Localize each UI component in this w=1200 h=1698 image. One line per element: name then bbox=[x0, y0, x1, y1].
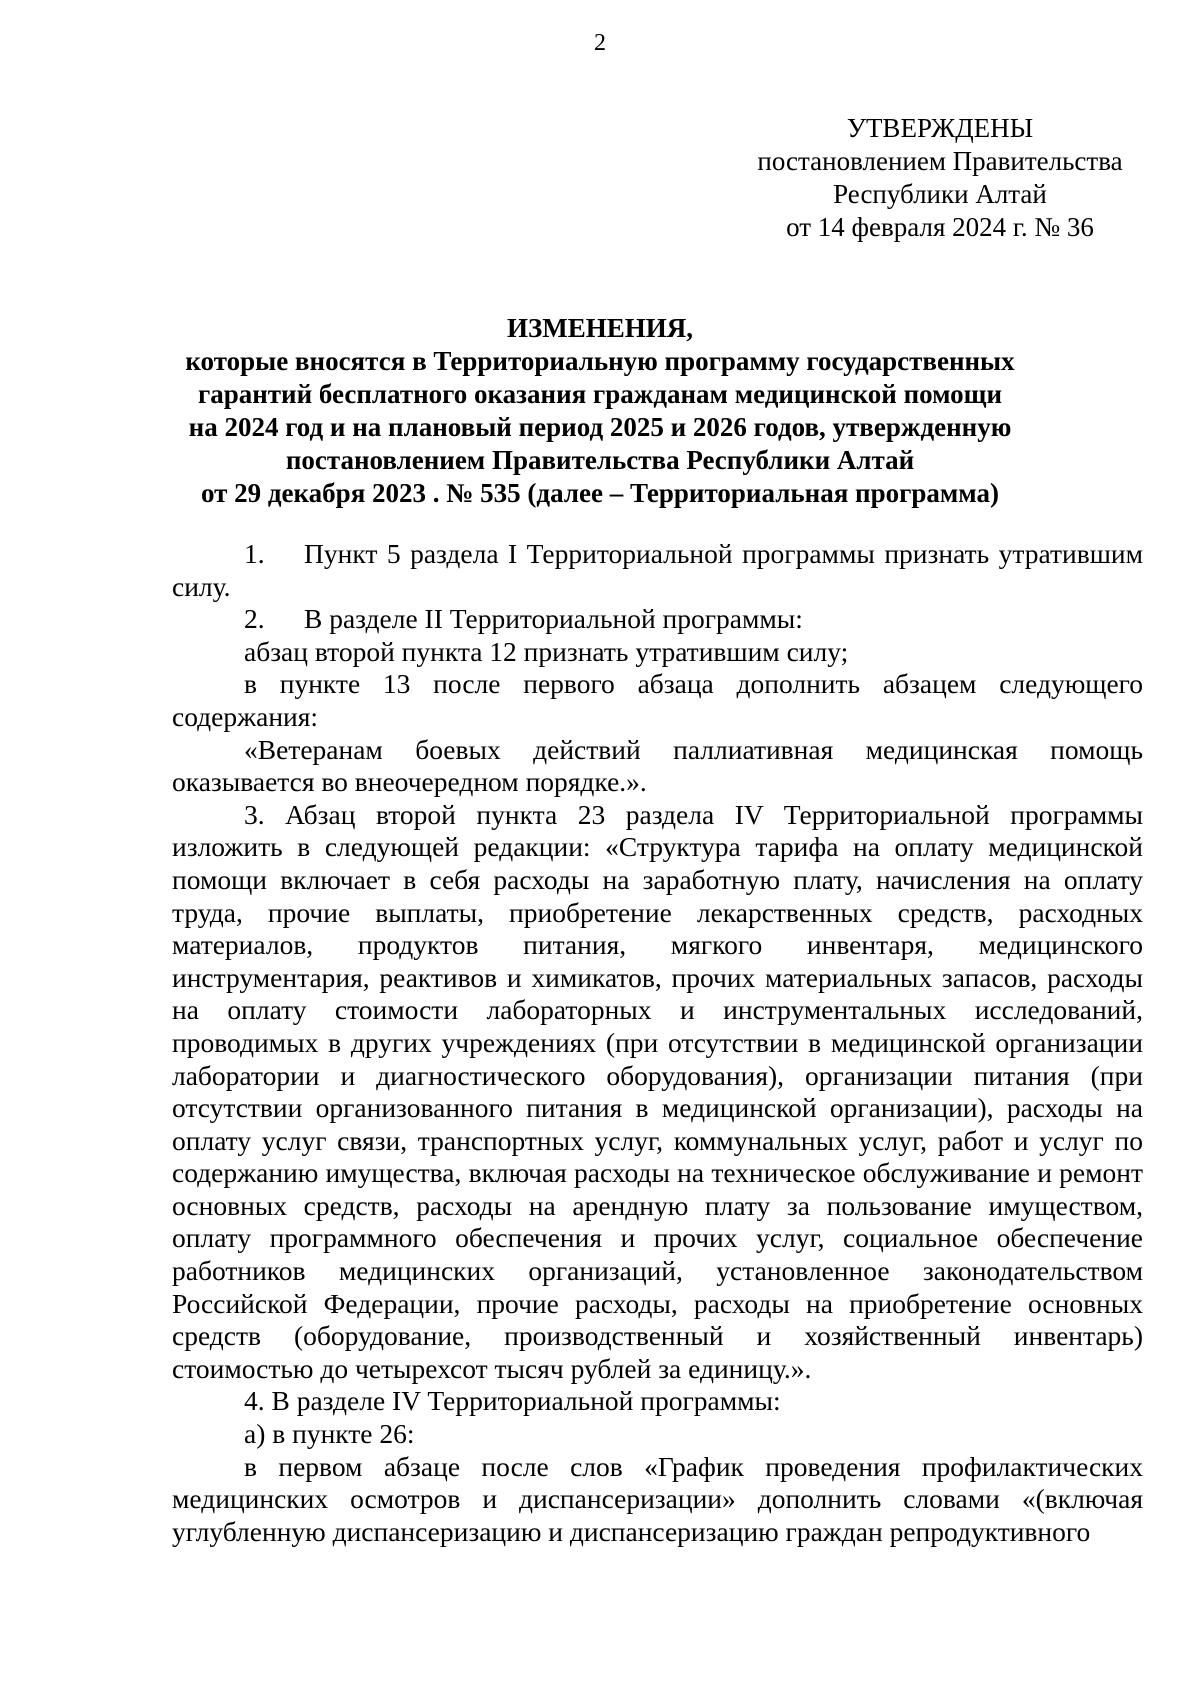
item-number: 2. bbox=[244, 603, 265, 635]
page-number: 2 bbox=[594, 30, 606, 56]
approval-stamp bbox=[740, 112, 1140, 244]
paragraph-item-1 bbox=[172, 538, 1143, 603]
paragraph-item-2 bbox=[172, 603, 1143, 636]
title-line: от 29 декабря 2023 . № 535 (далее – Территориальная программа) bbox=[200, 478, 999, 508]
title-line: на 2024 год и на плановый период 2025 и 2026 годов, утвержденную bbox=[188, 412, 1012, 442]
paragraph-quote: «Ветеранам боевых действий паллиативная медицинская помощь оказывается во внеочередном порядке.». bbox=[172, 733, 1143, 798]
item-text: Пункт 5 раздела I Территориальной программы признать утратившим силу. bbox=[172, 538, 1143, 602]
approval-line: Республики Алтай bbox=[833, 179, 1047, 209]
document-body bbox=[172, 538, 1143, 1548]
title-line: гарантий бесплатного оказания гражданам медицинской помощи bbox=[197, 379, 1003, 409]
paragraph-item-4: 4. В разделе IV Территориальной программы: bbox=[244, 1385, 781, 1417]
paragraph-subitem-a: а) в пункте 26: bbox=[244, 1418, 415, 1450]
approval-line: постановлением Правительства bbox=[757, 146, 1123, 176]
item-number: 1. bbox=[244, 538, 265, 569]
paragraph: абзац второй пункта 12 признать утратившим силу; bbox=[244, 635, 849, 667]
approval-heading: УТВЕРЖДЕНЫ bbox=[846, 113, 1034, 143]
paragraph: в пункте 13 после первого абзаца дополнить абзацем следующего содержания: bbox=[172, 668, 1143, 732]
title-line: которые вносятся в Территориальную программу государственных bbox=[185, 346, 1015, 376]
approval-date-line: от 14 февраля 2024 г. № 36 bbox=[786, 212, 1094, 242]
document-title bbox=[130, 312, 1070, 510]
title-line: постановлением Правительства Республики Алтай bbox=[285, 445, 915, 475]
title-heading: ИЗМЕНЕНИЯ, bbox=[506, 313, 693, 343]
paragraph: в первом абзаце после слов «График проведения профилактических медицинских осмотров и диспансеризации» дополнить словами «(включая углубленную диспансеризацию и диспансеризацию граждан репродуктивного bbox=[172, 1450, 1143, 1547]
item-text: В разделе II Территориальной программы: bbox=[304, 603, 803, 635]
paragraph-item-3: 3. Абзац второй пункта 23 раздела IV Территориальной программы изложить в следующей редакции: «Структура тарифа на оплату медицинской помощи включает в себя расходы на заработную плату, начисления на оплату труда, прочие выплаты, приобретение лекарственных средств, расходных материалов, продуктов питания, мягкого инвентаря, медицинского инструментария, реактивов и химикатов, прочих материальных запасов, расходы на оплату стоимости лабораторных и инструментальных исследований, проводимых в других учреждениях (при отсутствии в медицинской организации лаборатории и диагностического оборудования), организации питания (при отсутствии организованного питания в медицинской организации), расходы на оплату услуг связи, транспортных услуг, коммунальных услуг, работ и услуг по содержанию имущества, включая расходы на техническое обслуживание и ремонт основных средств, расходы на арендную плату за пользование имуществом, оплату программного обеспечения и прочих услуг, социальное обеспечение работников медицинских организаций, установленное законодательством Российской Федерации, прочие расходы, расходы на приобретение основных средств (оборудование, производственный и хозяйственный инвентарь) стоимостью до четырехсот тысяч рублей за единицу.». bbox=[172, 798, 1143, 1384]
